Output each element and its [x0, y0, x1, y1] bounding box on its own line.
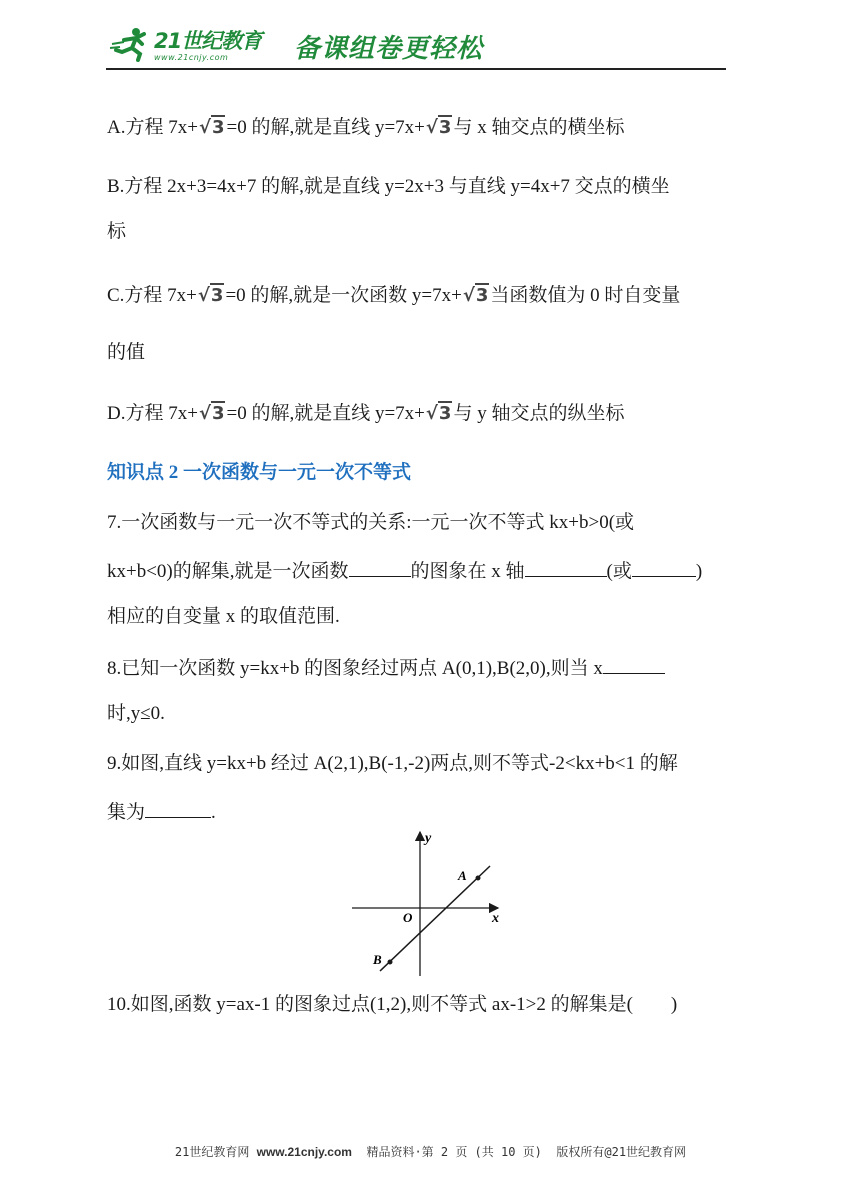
page-header	[106, 24, 726, 70]
sqrt-icon: √3	[198, 117, 225, 138]
header-rule	[106, 68, 726, 70]
footer-site: 21世纪教育网	[174, 1145, 250, 1159]
sqrt-icon: √3	[198, 403, 225, 424]
answer-blank[interactable]	[145, 799, 211, 818]
option-b-line-1: B.方程 2x+3=4x+7 的解,就是直线 y=2x+3 与直线 y=4x+7 交点的横坐	[107, 176, 670, 197]
option-c-text-2: =0 的解,就是一次函数 y=7x+	[225, 285, 462, 306]
option-d-text-1: D.方程 7x+	[107, 403, 198, 424]
logo-url: www.21cnjy.com	[154, 53, 229, 62]
section-title: 知识点 2 一次函数与一元一次不等式	[107, 462, 412, 483]
point-a-marker	[476, 876, 481, 881]
sqrt-icon: √3	[425, 403, 452, 424]
option-a-text-1: A.方程 7x+	[107, 117, 198, 138]
answer-blank[interactable]	[525, 558, 607, 577]
graph-line	[380, 866, 490, 971]
option-a-text-2: =0 的解,就是直线 y=7x+	[226, 117, 425, 138]
q7-line-1: 7.一次函数与一元一次不等式的关系:一元一次不等式 kx+b>0(或	[107, 512, 635, 533]
option-b-line-2: 标	[107, 221, 127, 242]
sqrt-icon: √3	[197, 285, 224, 306]
runner-logo-icon	[110, 26, 156, 62]
footer-copyright: 版权所有@21世纪教育网	[556, 1145, 687, 1159]
option-d-text-3: 与 y 轴交点的纵坐标	[453, 403, 625, 424]
point-a-label: A	[458, 868, 467, 883]
point-b-marker	[388, 960, 393, 965]
option-a	[107, 116, 624, 140]
q8-line-1: 8.已知一次函数 y=kx+b 的图象经过两点 A(0,1),B(2,0),则当 x	[107, 655, 665, 681]
answer-blank[interactable]	[603, 655, 665, 674]
option-c-text-1: C.方程 7x+	[107, 285, 197, 306]
header-slogan: 备课组卷更轻松	[294, 34, 484, 64]
q9-line-1: 9.如图,直线 y=kx+b 经过 A(2,1),B(-1,-2)两点,则不等式-2<kx+b<1 的解	[107, 753, 678, 774]
option-a-text-3: 与 x 轴交点的横坐标	[453, 117, 625, 138]
footer-page-info: 精品资料·第 2 页 (共 10 页)	[366, 1145, 542, 1159]
option-c-text-3: 当函数值为 0 时自变量	[490, 285, 681, 306]
q8-line-2: 时,y≤0.	[107, 703, 165, 724]
q9-figure	[350, 826, 510, 978]
q9-line-2: 集为 .	[107, 799, 216, 825]
origin-label: O	[403, 910, 413, 925]
y-axis-label: y	[425, 831, 432, 846]
logo-text: 21世纪教育	[154, 29, 262, 53]
sqrt-icon: √3	[425, 117, 452, 138]
option-d-text-2: =0 的解,就是直线 y=7x+	[226, 403, 425, 424]
answer-blank[interactable]	[349, 558, 411, 577]
footer-url[interactable]: www.21cnjy.com	[256, 1145, 352, 1159]
point-b-label: B	[373, 952, 382, 967]
option-c-line-1	[107, 284, 680, 308]
q10-line: 10.如图,函数 y=ax-1 的图象过点(1,2),则不等式 ax-1>2 的解集是( )	[107, 994, 678, 1015]
q7-line-2: kx+b<0)的解集,就是一次函数 的图象在 x 轴 (或 )	[107, 558, 702, 584]
q7-line-3: 相应的自变量 x 的取值范围.	[107, 606, 340, 627]
page-footer	[0, 1143, 861, 1160]
answer-blank[interactable]	[632, 558, 696, 577]
sqrt-icon: √3	[462, 285, 489, 306]
option-c-line-2: 的值	[107, 342, 146, 363]
option-d	[107, 402, 624, 426]
x-axis-label: x	[492, 911, 499, 926]
